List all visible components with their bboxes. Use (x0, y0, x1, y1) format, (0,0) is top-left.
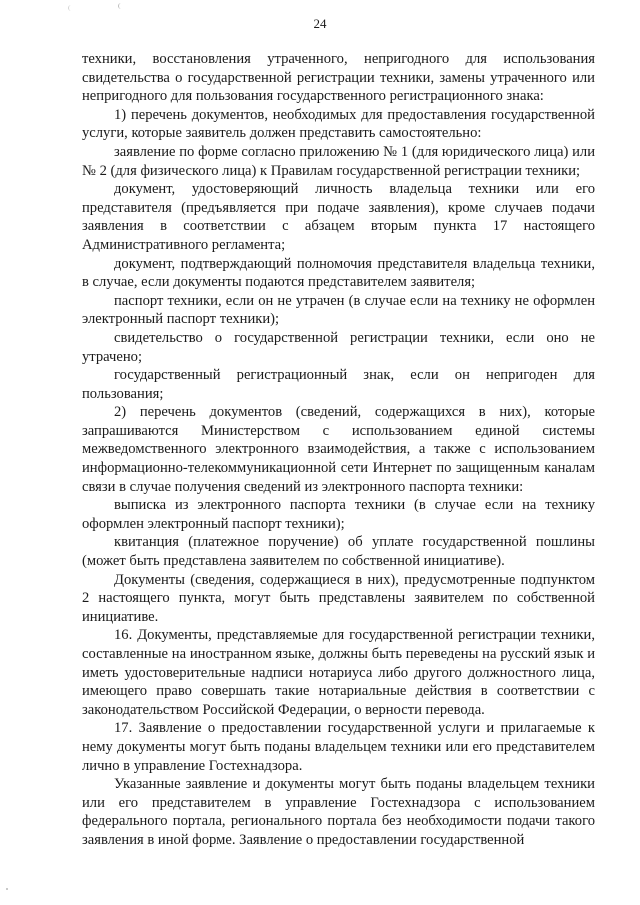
paragraph: 17. Заявление о предоставлении государственной услуги и прилагаемые к нему документы могут быть поданы владельцем техники или его представителем лично в управление Гостехнадзора. (82, 720, 595, 774)
paragraph: Указанные заявление и документы могут быть поданы владельцем техники или его представителем в управление Гостехнадзора с использованием федерального портала, регионального портала без необходимости подачи такого заявления в иной форме. Заявление о предоставлении государственной (82, 776, 595, 848)
paragraph: свидетельство о государственной регистрации техники, если оно не утрачено; (82, 329, 595, 365)
paragraph: 2) перечень документов (сведений, содержащихся в них), которые запрашиваются Министерством с использованием единой системы межведомственного электронного взаимодействия, а также с использованием информационно-телекоммуникационной сети Интернет по защищенным каналам связи в случае получения сведений из электронного паспорта техники: (82, 404, 595, 495)
paragraph: квитанция (платежное поручение) об уплате государственной пошлины (может быть представлена заявителем по собственной инициативе). (82, 534, 595, 570)
paragraph: выписка из электронного паспорта техники (в случае если на технику оформлен электронный паспорт техники); (82, 497, 595, 532)
scan-artifact (68, 5, 71, 11)
page-number: 24 (313, 16, 327, 31)
paragraph: техники, восстановления утраченного, непригодного для использования свидетельства о государственной регистрации техники, замены утраченного или непригодного для пользования государственного регистрационного знака: (82, 51, 595, 105)
document-body (82, 50, 595, 850)
paragraph: документ, удостоверяющий личность владельца техники или его представителя (предъявляется при подаче заявления), кроме случаев подачи заявления в соответствии с абзацем вторым пункта 17 настоящего Административного регламента; (82, 181, 595, 253)
scan-artifact (6, 888, 8, 890)
scan-artifact (118, 3, 123, 9)
paragraph: 1) перечень документов, необходимых для предоставления государственной услуги, которые заявитель должен представить самостоятельно: (82, 106, 595, 142)
paragraph: Документы (сведения, содержащиеся в них), предусмотренные подпунктом 2 настоящего пункта, могут быть представлены заявителем по собственной инициативе. (82, 571, 595, 625)
paragraph: государственный регистрационный знак, если он непригоден для пользования; (82, 367, 595, 402)
paragraph: заявление по форме согласно приложению № 1 (для юридического лица) или № 2 (для физического лица) к Правилам государственной регистрации техники; (82, 143, 595, 179)
paragraph: паспорт техники, если он не утрачен (в случае если на технику не оформлен электронный паспорт техники); (82, 292, 595, 328)
paragraph: документ, подтверждающий полномочия представителя владельца техники, в случае, если документы подаются представителем заявителя; (82, 255, 595, 291)
paragraph: 16. Документы, представляемые для государственной регистрации техники, составленные на иностранном языке, должны быть переведены на русский язык и иметь удостоверительные надписи нотариуса либо другого должностного лица, имеющего право совершать такие нотариальные действия в соответствии с законодательством Российской Федерации, о верности перевода. (82, 627, 595, 718)
